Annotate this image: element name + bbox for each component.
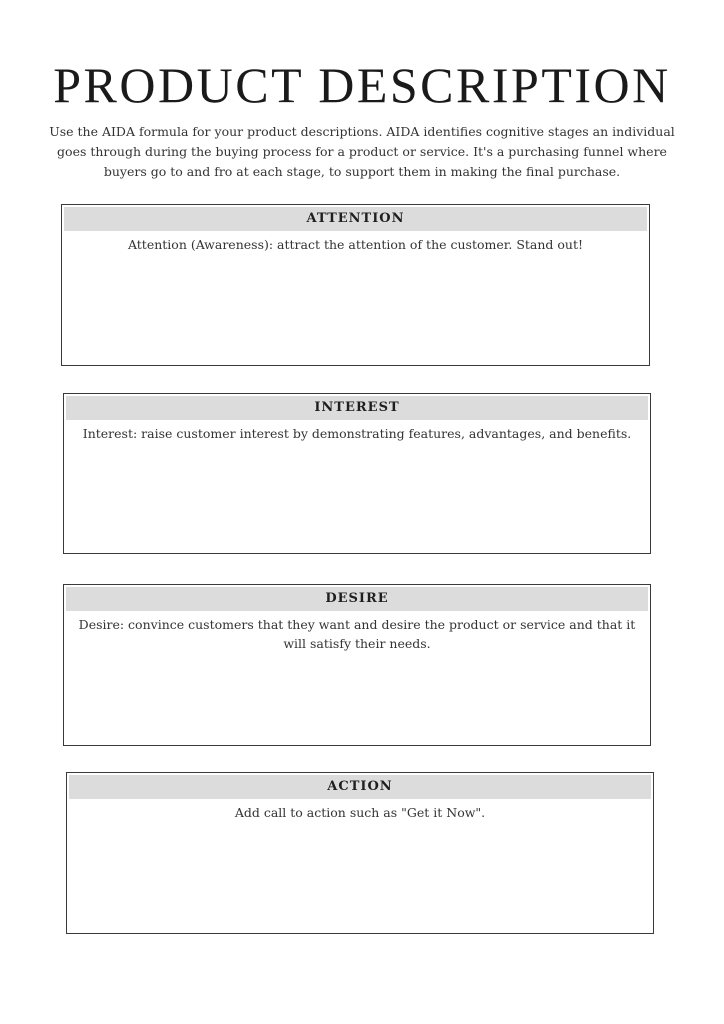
attention-heading: ATTENTION	[64, 207, 647, 231]
desire-heading: DESIRE	[66, 587, 648, 611]
desire-section[interactable]	[63, 584, 651, 746]
action-heading: ACTION	[69, 775, 651, 799]
action-section[interactable]	[66, 772, 654, 934]
intro-paragraph: Use the AIDA formula for your product descriptions. AIDA identifies cognitive stages an individual goes through during the buying process for a product or service. It's a purchasing funnel where buyers go to and fro at each stage, to support them in making the final purchase.	[49, 124, 675, 179]
interest-heading: INTEREST	[66, 396, 648, 420]
action-text: Add call to action such as "Get it Now".	[234, 805, 486, 820]
interest-text: Interest: raise customer interest by demonstrating features, advantages, and benefits.	[82, 426, 632, 441]
attention-text: Attention (Awareness): attract the attention of the customer. Stand out!	[127, 237, 584, 252]
page-title: PRODUCT DESCRIPTION	[53, 57, 671, 113]
attention-section[interactable]	[61, 204, 650, 366]
desire-text: Desire: convince customers that they want and desire the product or service and that it will satisfy their needs.	[78, 617, 636, 651]
interest-section[interactable]	[63, 393, 651, 554]
